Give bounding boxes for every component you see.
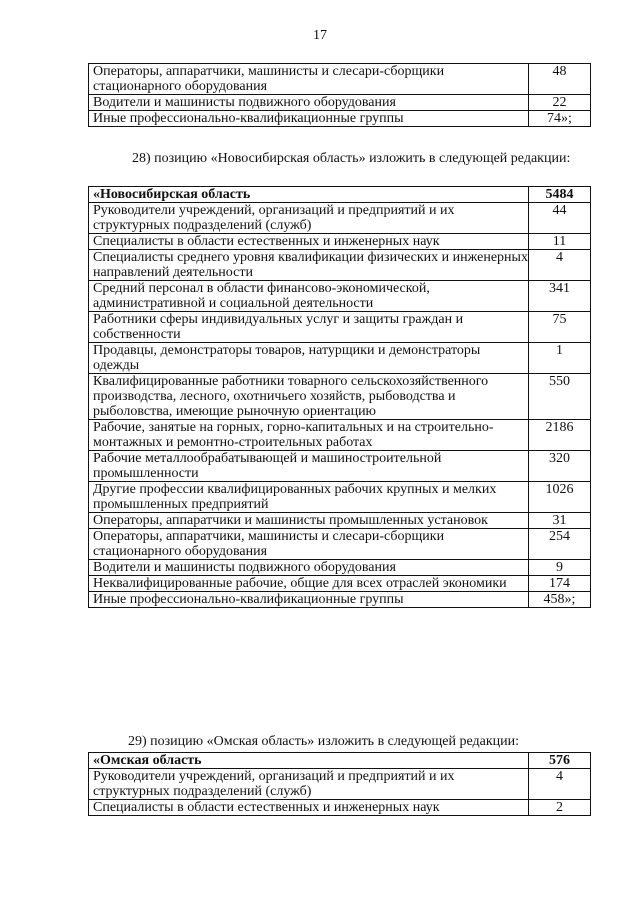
occupation-name: Иные профессионально-квалификационные группы — [89, 111, 529, 127]
table-row — [89, 343, 591, 374]
occupation-count: 550 — [529, 374, 591, 420]
table-header-row — [89, 753, 591, 769]
occupation-count: 22 — [529, 95, 591, 111]
occupation-count: 1 — [529, 343, 591, 374]
table-row — [89, 482, 591, 513]
occupation-name: Специалисты в области естественных и инженерных наук — [89, 234, 529, 250]
occupation-count: 458»; — [529, 592, 591, 608]
occupation-name: Водители и машинисты подвижного оборудования — [89, 560, 529, 576]
occupation-count: 254 — [529, 529, 591, 560]
table-novosibirsk — [88, 186, 591, 608]
occupation-count: 2 — [529, 800, 591, 816]
occupation-count: 75 — [529, 312, 591, 343]
occupation-count: 4 — [529, 769, 591, 800]
occupation-name: Специалисты среднего уровня квалификации физических и инженерных направлений деятельности — [89, 250, 529, 281]
occupation-name: Операторы, аппаратчики, машинисты и слесари-сборщики стационарного оборудования — [89, 64, 529, 95]
region-total: 5484 — [529, 187, 591, 203]
occupation-name: Руководители учреждений, организаций и предприятий и их структурных подразделений (служб) — [89, 769, 529, 800]
table-row — [89, 95, 591, 111]
region-name: «Омская область — [89, 753, 529, 769]
occupation-count: 48 — [529, 64, 591, 95]
occupation-name: Специалисты в области естественных и инженерных наук — [89, 800, 529, 816]
occupation-name: Операторы, аппаратчики, машинисты и слесари-сборщики стационарного оборудования — [89, 529, 529, 560]
occupation-count: 11 — [529, 234, 591, 250]
occupation-count: 1026 — [529, 482, 591, 513]
occupation-count: 9 — [529, 560, 591, 576]
table-row — [89, 64, 591, 95]
occupation-count: 341 — [529, 281, 591, 312]
occupation-count: 31 — [529, 513, 591, 529]
occupation-name: Рабочие металлообрабатывающей и машиностроительной промышленности — [89, 451, 529, 482]
table-row — [89, 234, 591, 250]
table-top — [88, 63, 591, 127]
occupation-name: Неквалифицированные рабочие, общие для всех отраслей экономики — [89, 576, 529, 592]
table-row — [89, 451, 591, 482]
table-row — [89, 800, 591, 816]
occupation-name: Рабочие, занятые на горных, горно-капитальных и на строительно-монтажных и ремонтно-строительных работах — [89, 420, 529, 451]
table-row — [89, 281, 591, 312]
table-row — [89, 576, 591, 592]
region-total: 576 — [529, 753, 591, 769]
table-row — [89, 420, 591, 451]
occupation-count: 174 — [529, 576, 591, 592]
occupation-count: 320 — [529, 451, 591, 482]
table-row — [89, 111, 591, 127]
table-row — [89, 203, 591, 234]
table-row — [89, 529, 591, 560]
occupation-name: Средний персонал в области финансово-экономической, административной и социальной деятельности — [89, 281, 529, 312]
table-row — [89, 592, 591, 608]
occupation-name: Руководители учреждений, организаций и предприятий и их структурных подразделений (служб) — [89, 203, 529, 234]
occupation-name: Квалифицированные работники товарного сельскохозяйственного производства, лесного, охотничьего хозяйств, рыбоводства и рыболовства, имеющие рыночную ориентацию — [89, 374, 529, 420]
occupation-name: Другие профессии квалифицированных рабочих крупных и мелких промышленных предприятий — [89, 482, 529, 513]
occupation-name: Продавцы, демонстраторы товаров, натурщики и демонстраторы одежды — [89, 343, 529, 374]
occupation-name: Иные профессионально-квалификационные группы — [89, 592, 529, 608]
table-header-row — [89, 187, 591, 203]
table-row — [89, 312, 591, 343]
occupation-count: 74»; — [529, 111, 591, 127]
table-row — [89, 560, 591, 576]
table-row — [89, 250, 591, 281]
table-row — [89, 374, 591, 420]
occupation-count: 44 — [529, 203, 591, 234]
paragraph-28: 28) позицию «Новосибирская область» изложить в следующей редакции: — [132, 151, 571, 166]
paragraph-29: 29) позицию «Омская область» изложить в следующей редакции: — [128, 734, 520, 749]
table-omsk — [88, 752, 591, 816]
occupation-count: 4 — [529, 250, 591, 281]
occupation-name: Операторы, аппаратчики и машинисты промышленных установок — [89, 513, 529, 529]
occupation-name: Работники сферы индивидуальных услуг и защиты граждан и собственности — [89, 312, 529, 343]
table-row — [89, 769, 591, 800]
page-number: 17 — [313, 28, 327, 43]
region-name: «Новосибирская область — [89, 187, 529, 203]
table-row — [89, 513, 591, 529]
occupation-name: Водители и машинисты подвижного оборудования — [89, 95, 529, 111]
occupation-count: 2186 — [529, 420, 591, 451]
